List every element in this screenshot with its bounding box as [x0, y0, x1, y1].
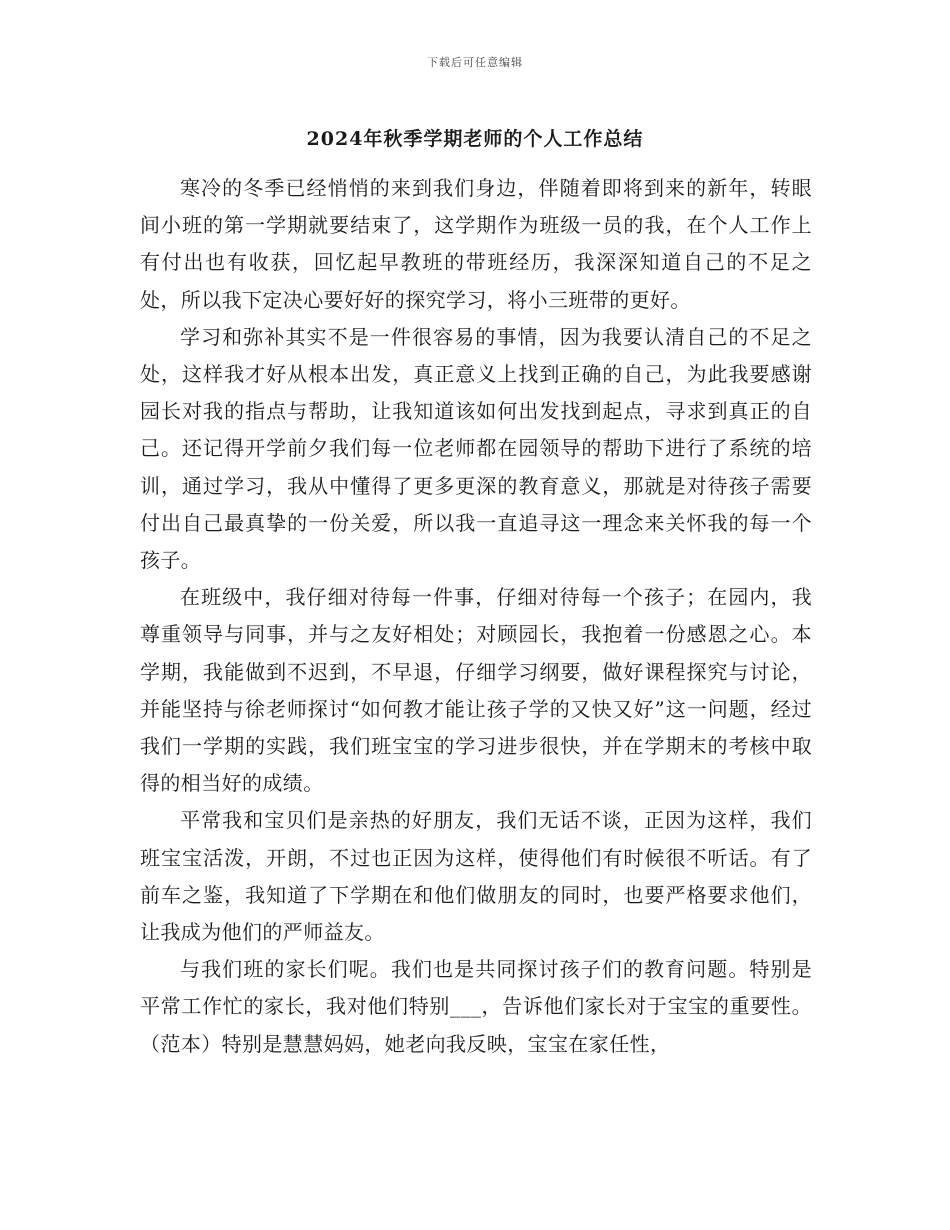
paragraph-2: 学习和弥补其实不是一件很容易的事情，因为我要认清自己的不足之处，这样我才好从根本出发，真正意义上找到正确的自己，为此我要感谢园长对我的指点与帮助，让我知道该如何出发找到起点，寻求到真正的自己。还记得开学前夕我们每一位老师都在园领导的帮助下进行了系统的培训，通过学习，我从中懂得了更多更深的教育意义，那就是对待孩子需要付出自己最真挚的一份关爱，所以我一直追寻这一理念来关怀我的每一个孩子。 [140, 324, 812, 573]
paragraph-4: 平常我和宝贝们是亲热的好朋友，我们无话不谈，正因为这样，我们班宝宝活泼，开朗，不过也正因为这样，使得他们有时候很不听话。有了前车之鉴，我知道了下学期在和他们做朋友的同时，也要严格要求他们，让我成为他们的严师益友。 [140, 808, 812, 945]
paragraph-5: 与我们班的家长们呢。我们也是共同探讨孩子们的教育问题。特别是平常工作忙的家长，我对他们特别___，告诉他们家长对于宝宝的重要性。（范本）特别是慧慧妈妈，她老向我反映，宝宝在家任性， [140, 957, 812, 1056]
paragraph-3: 在班级中，我仔细对待每一件事，仔细对待每一个孩子；在园内，我尊重领导与同事，并与之友好相处；对顾园长，我抱着一份感恩之心。本学期，我能做到不迟到，不早退，仔细学习纲要，做好课程探究与讨论，并能坚持与徐老师探讨“如何教才能让孩子学的又快又好”这一问题，经过我们一学期的实践，我们班宝宝的学习进步很快，并在学期末的考核中取得的相当好的成绩。 [140, 585, 812, 796]
page-header-note: 下载后可任意编辑 [427, 56, 523, 69]
document-title: 2024年秋季学期老师的个人工作总结 [306, 128, 644, 150]
paragraph-1: 寒冷的冬季已经悄悄的来到我们身边，伴随着即将到来的新年，转眼间小班的第一学期就要结束了，这学期作为班级一员的我，在个人工作上有付出也有收获，回忆起早教班的带班经历，我深深知道自己的不足之处，所以我下定决心要好好的探究学习，将小三班带的更好。 [140, 176, 812, 312]
document-body [140, 170, 812, 1063]
